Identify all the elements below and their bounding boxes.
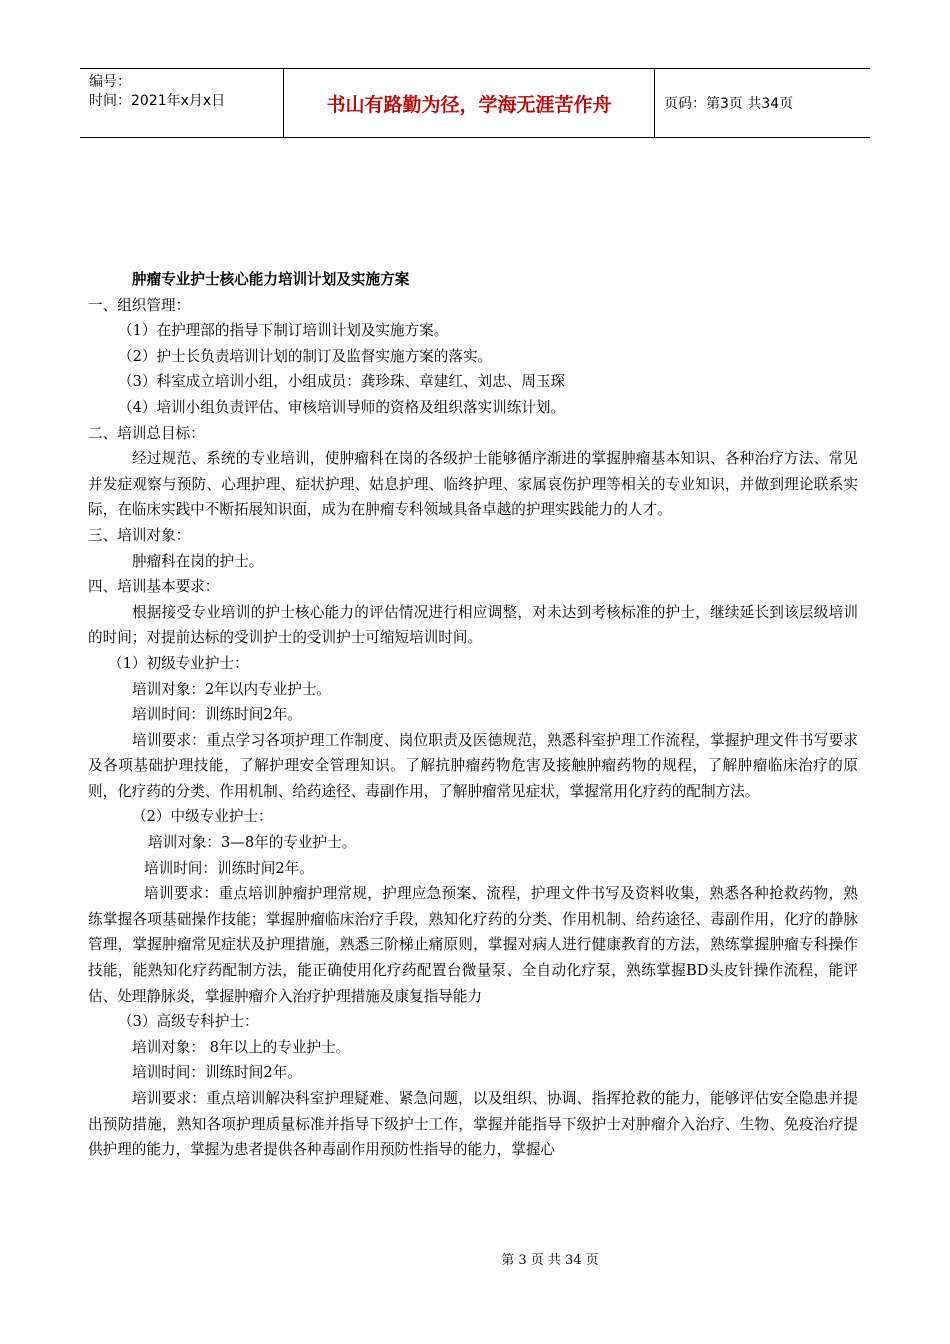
list-item: （2）护士长负责培训计划的制订及监督实施方案的落实。: [118, 347, 493, 365]
section-heading: 二、培训总目标：: [88, 424, 205, 442]
header-page-code: 页码：第3页 共34页: [664, 96, 794, 112]
document-date: 时间：2021年x月x日: [89, 93, 226, 109]
subsection-heading: （2）中级专业护士：: [132, 808, 273, 826]
document-number-label: 编号：: [89, 74, 131, 90]
header-meta: [80, 69, 283, 137]
training-requirements: 培训要求：重点培训肿瘤护理常规，护理应急预案、流程，护理文件书写及资料收集，熟悉各种抢救药物，熟练掌握各项基础操作技能；掌握肿瘤临床治疗手段，熟知化疗药的分类、作用机制、给药途径、毒副作用，化疗的静脉管理，掌握肿瘤常见症状及护理措施，熟悉三阶梯止痛原则，掌握对病人进行健康教育的方法，熟练掌握肿瘤专科操作技能，能熟知化疗药配制方法，能正确使用化疗药配置台微量泵、全自动化疗泵，熟练掌握BD头皮针操作流程，能评估、处理静脉炎，掌握肿瘤介入治疗护理措施及康复指导能力: [88, 885, 858, 1005]
training-time: 培训时间：训练时间2年。: [132, 1064, 302, 1082]
document-body: [88, 267, 858, 1163]
list-item: （1）在护理部的指导下制订培训计划及实施方案。: [118, 322, 449, 340]
section-heading: 一、组织管理：: [88, 296, 191, 314]
list-item: （4）培训小组负责评估、审核培训导师的资格及组织落实训练计划。: [118, 398, 566, 416]
page-header: [80, 68, 870, 138]
training-requirements: 培训要求：重点学习各项护理工作制度、岗位职责及医德规范，熟悉科室护理工作流程，掌握护理文件书写要求及各项基础护理技能，了解护理安全管理知识。了解抗肿瘤药物危害及接触肿瘤药物的规程，了解肿瘤临床治疗的原则，化疗药的分类、作用机制、给药途径、毒副作用，了解肿瘤常见症状，掌握常用化疗药的配制方法。: [88, 731, 858, 800]
subsection-heading: （1）初级专业护士：: [108, 654, 249, 672]
training-time: 培训时间：训练时间2年。: [144, 859, 314, 877]
document-title: 肿瘤专业护士核心能力培训计划及实施方案: [132, 271, 410, 288]
training-target: 培训对象：3—8年的专业护士。: [148, 834, 357, 852]
subsection-heading: （3）高级专科护士：: [118, 1013, 259, 1031]
training-time: 培训时间：训练时间2年。: [132, 706, 302, 724]
list-item: （3）科室成立培训小组，小组成员：龚珍珠、章建红、刘忠、周玉琛: [118, 373, 566, 391]
header-slogan: 书山有路勤为径，学海无涯苦作舟: [283, 69, 655, 137]
training-requirements: 培训要求：重点培训解决科室护理疑难、紧急问题，以及组织、协调、指挥抢救的能力，能够评估安全隐患并提出预防措施，熟知各项护理质量标准并指导下级护士工作，掌握并能指导下级护士对肿瘤介入治疗、生物、免疫治疗提供护理的能力，掌握为患者提供各种毒副作用预防性指导的能力，掌握心: [88, 1090, 858, 1159]
section-heading: 四、培训基本要求：: [88, 578, 220, 596]
paragraph: 肿瘤科在岗的护士。: [132, 552, 264, 570]
training-target: 培训对象： 8年以上的专业护士。: [132, 1038, 351, 1056]
page-footer: 第 3 页 共 34 页: [501, 1253, 599, 1268]
paragraph: 根据接受专业培训的护士核心能力的评估情况进行相应调整，对未达到考核标准的护士，继续延长到该层级培训的时间；对提前达标的受训护士的受训护士可缩短培训时间。: [88, 603, 858, 647]
section-heading: 三、培训对象：: [88, 526, 191, 544]
paragraph: 经过规范、系统的专业培训，使肿瘤科在岗的各级护士能够循序渐进的掌握肿瘤基本知识、各种治疗方法、常见并发症观察与预防、心理护理、症状护理、姑息护理、临终护理、家属哀伤护理等相关的专业知识，并做到理论联系实际，在临床实践中不断拓展知识面，成为在肿瘤专科领域具备卓越的护理实践能力的人才。: [88, 450, 858, 519]
training-target: 培训对象：2年以内专业护士。: [132, 680, 332, 698]
